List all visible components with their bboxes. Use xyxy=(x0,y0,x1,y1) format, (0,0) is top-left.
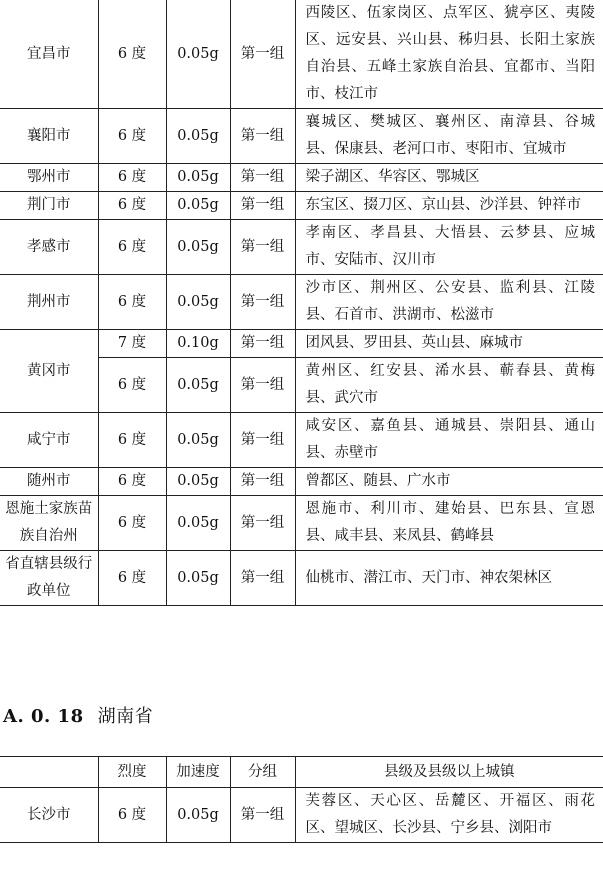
group-cell: 第一组 xyxy=(230,220,295,275)
intensity-cell: 6 度 xyxy=(98,0,166,109)
towns-cell: 恩施市、利川市、建始县、巴东县、宣恩县、咸丰县、来凤县、鹤峰县 xyxy=(295,496,603,551)
group-cell: 第一组 xyxy=(230,496,295,551)
group-cell: 第一组 xyxy=(230,358,295,413)
header-cell-towns: 县级及县级以上城镇 xyxy=(295,757,603,788)
city-cell: 长沙市 xyxy=(0,788,98,843)
acceleration-cell: 0.05g xyxy=(166,551,230,606)
table-row xyxy=(0,109,603,164)
section-province: 湖南省 xyxy=(97,706,154,727)
intensity-cell: 6 度 xyxy=(98,275,166,330)
table-row xyxy=(0,0,603,109)
towns-cell: 西陵区、伍家岗区、点军区、猇亭区、夷陵区、远安县、兴山县、秭归县、长阳土家族自治县、五峰土家族自治县、宜都市、当阳市、枝江市 xyxy=(295,0,603,109)
towns-cell: 咸安区、嘉鱼县、通城县、崇阳县、通山县、赤壁市 xyxy=(295,413,603,468)
intensity-cell: 6 度 xyxy=(98,192,166,220)
table-row xyxy=(0,164,603,192)
table-row xyxy=(0,275,603,330)
acceleration-cell: 0.05g xyxy=(166,788,230,843)
table-row xyxy=(0,788,603,843)
city-cell: 咸宁市 xyxy=(0,413,98,468)
towns-cell: 团风县、罗田县、英山县、麻城市 xyxy=(295,330,603,358)
towns-cell: 芙蓉区、天心区、岳麓区、开福区、雨花区、望城区、长沙县、宁乡县、浏阳市 xyxy=(295,788,603,843)
city-cell: 鄂州市 xyxy=(0,164,98,192)
towns-cell: 仙桃市、潜江市、天门市、神农架林区 xyxy=(295,551,603,606)
towns-cell: 梁子湖区、华容区、鄂城区 xyxy=(295,164,603,192)
intensity-cell: 6 度 xyxy=(98,220,166,275)
group-cell: 第一组 xyxy=(230,788,295,843)
city-cell: 随州市 xyxy=(0,468,98,496)
intensity-cell: 6 度 xyxy=(98,551,166,606)
towns-cell: 襄城区、樊城区、襄州区、南漳县、谷城县、保康县、老河口市、枣阳市、宜城市 xyxy=(295,109,603,164)
group-cell: 第一组 xyxy=(230,330,295,358)
acceleration-cell: 0.05g xyxy=(166,220,230,275)
towns-cell: 曾都区、随县、广水市 xyxy=(295,468,603,496)
acceleration-cell: 0.05g xyxy=(166,164,230,192)
city-cell: 孝感市 xyxy=(0,220,98,275)
intensity-cell: 6 度 xyxy=(98,109,166,164)
towns-cell: 东宝区、掇刀区、京山县、沙洋县、钟祥市 xyxy=(295,192,603,220)
section-heading xyxy=(3,702,153,728)
header-cell-acceleration: 加速度 xyxy=(166,757,230,788)
intensity-cell: 6 度 xyxy=(98,468,166,496)
table-row xyxy=(0,551,603,606)
table-row xyxy=(0,192,603,220)
towns-cell: 沙市区、荆州区、公安县、监利县、江陵县、石首市、洪湖市、松滋市 xyxy=(295,275,603,330)
acceleration-cell: 0.05g xyxy=(166,109,230,164)
group-cell: 第一组 xyxy=(230,413,295,468)
group-cell: 第一组 xyxy=(230,275,295,330)
intensity-cell: 7 度 xyxy=(98,330,166,358)
city-cell: 荆门市 xyxy=(0,192,98,220)
city-cell: 荆州市 xyxy=(0,275,98,330)
acceleration-cell: 0.05g xyxy=(166,496,230,551)
group-cell: 第一组 xyxy=(230,551,295,606)
city-cell: 宜昌市 xyxy=(0,0,98,109)
city-cell: 襄阳市 xyxy=(0,109,98,164)
header-cell-blank xyxy=(0,757,98,788)
header-cell-intensity: 烈度 xyxy=(98,757,166,788)
intensity-cell: 6 度 xyxy=(98,788,166,843)
table-row xyxy=(0,496,603,551)
acceleration-cell: 0.10g xyxy=(166,330,230,358)
towns-cell: 黄州区、红安县、浠水县、蕲春县、黄梅县、武穴市 xyxy=(295,358,603,413)
city-cell: 省直辖县级行政单位 xyxy=(0,551,98,606)
group-cell: 第一组 xyxy=(230,0,295,109)
towns-cell: 孝南区、孝昌县、大悟县、云梦县、应城市、安陆市、汉川市 xyxy=(295,220,603,275)
table-row xyxy=(0,220,603,275)
group-cell: 第一组 xyxy=(230,109,295,164)
intensity-cell: 6 度 xyxy=(98,358,166,413)
group-cell: 第一组 xyxy=(230,468,295,496)
table-row xyxy=(0,413,603,468)
acceleration-cell: 0.05g xyxy=(166,192,230,220)
intensity-cell: 6 度 xyxy=(98,496,166,551)
table-header-row xyxy=(0,757,603,788)
city-cell: 黄冈市 xyxy=(0,330,98,413)
section-number: A. 0. 18 xyxy=(3,706,84,727)
seismic-table-hunan xyxy=(0,756,603,843)
group-cell: 第一组 xyxy=(230,192,295,220)
table-row xyxy=(0,468,603,496)
acceleration-cell: 0.05g xyxy=(166,358,230,413)
city-cell: 恩施土家族苗族自治州 xyxy=(0,496,98,551)
acceleration-cell: 0.05g xyxy=(166,275,230,330)
table-row xyxy=(0,330,603,358)
header-cell-group: 分组 xyxy=(230,757,295,788)
intensity-cell: 6 度 xyxy=(98,413,166,468)
acceleration-cell: 0.05g xyxy=(166,468,230,496)
acceleration-cell: 0.05g xyxy=(166,0,230,109)
group-cell: 第一组 xyxy=(230,164,295,192)
acceleration-cell: 0.05g xyxy=(166,413,230,468)
intensity-cell: 6 度 xyxy=(98,164,166,192)
